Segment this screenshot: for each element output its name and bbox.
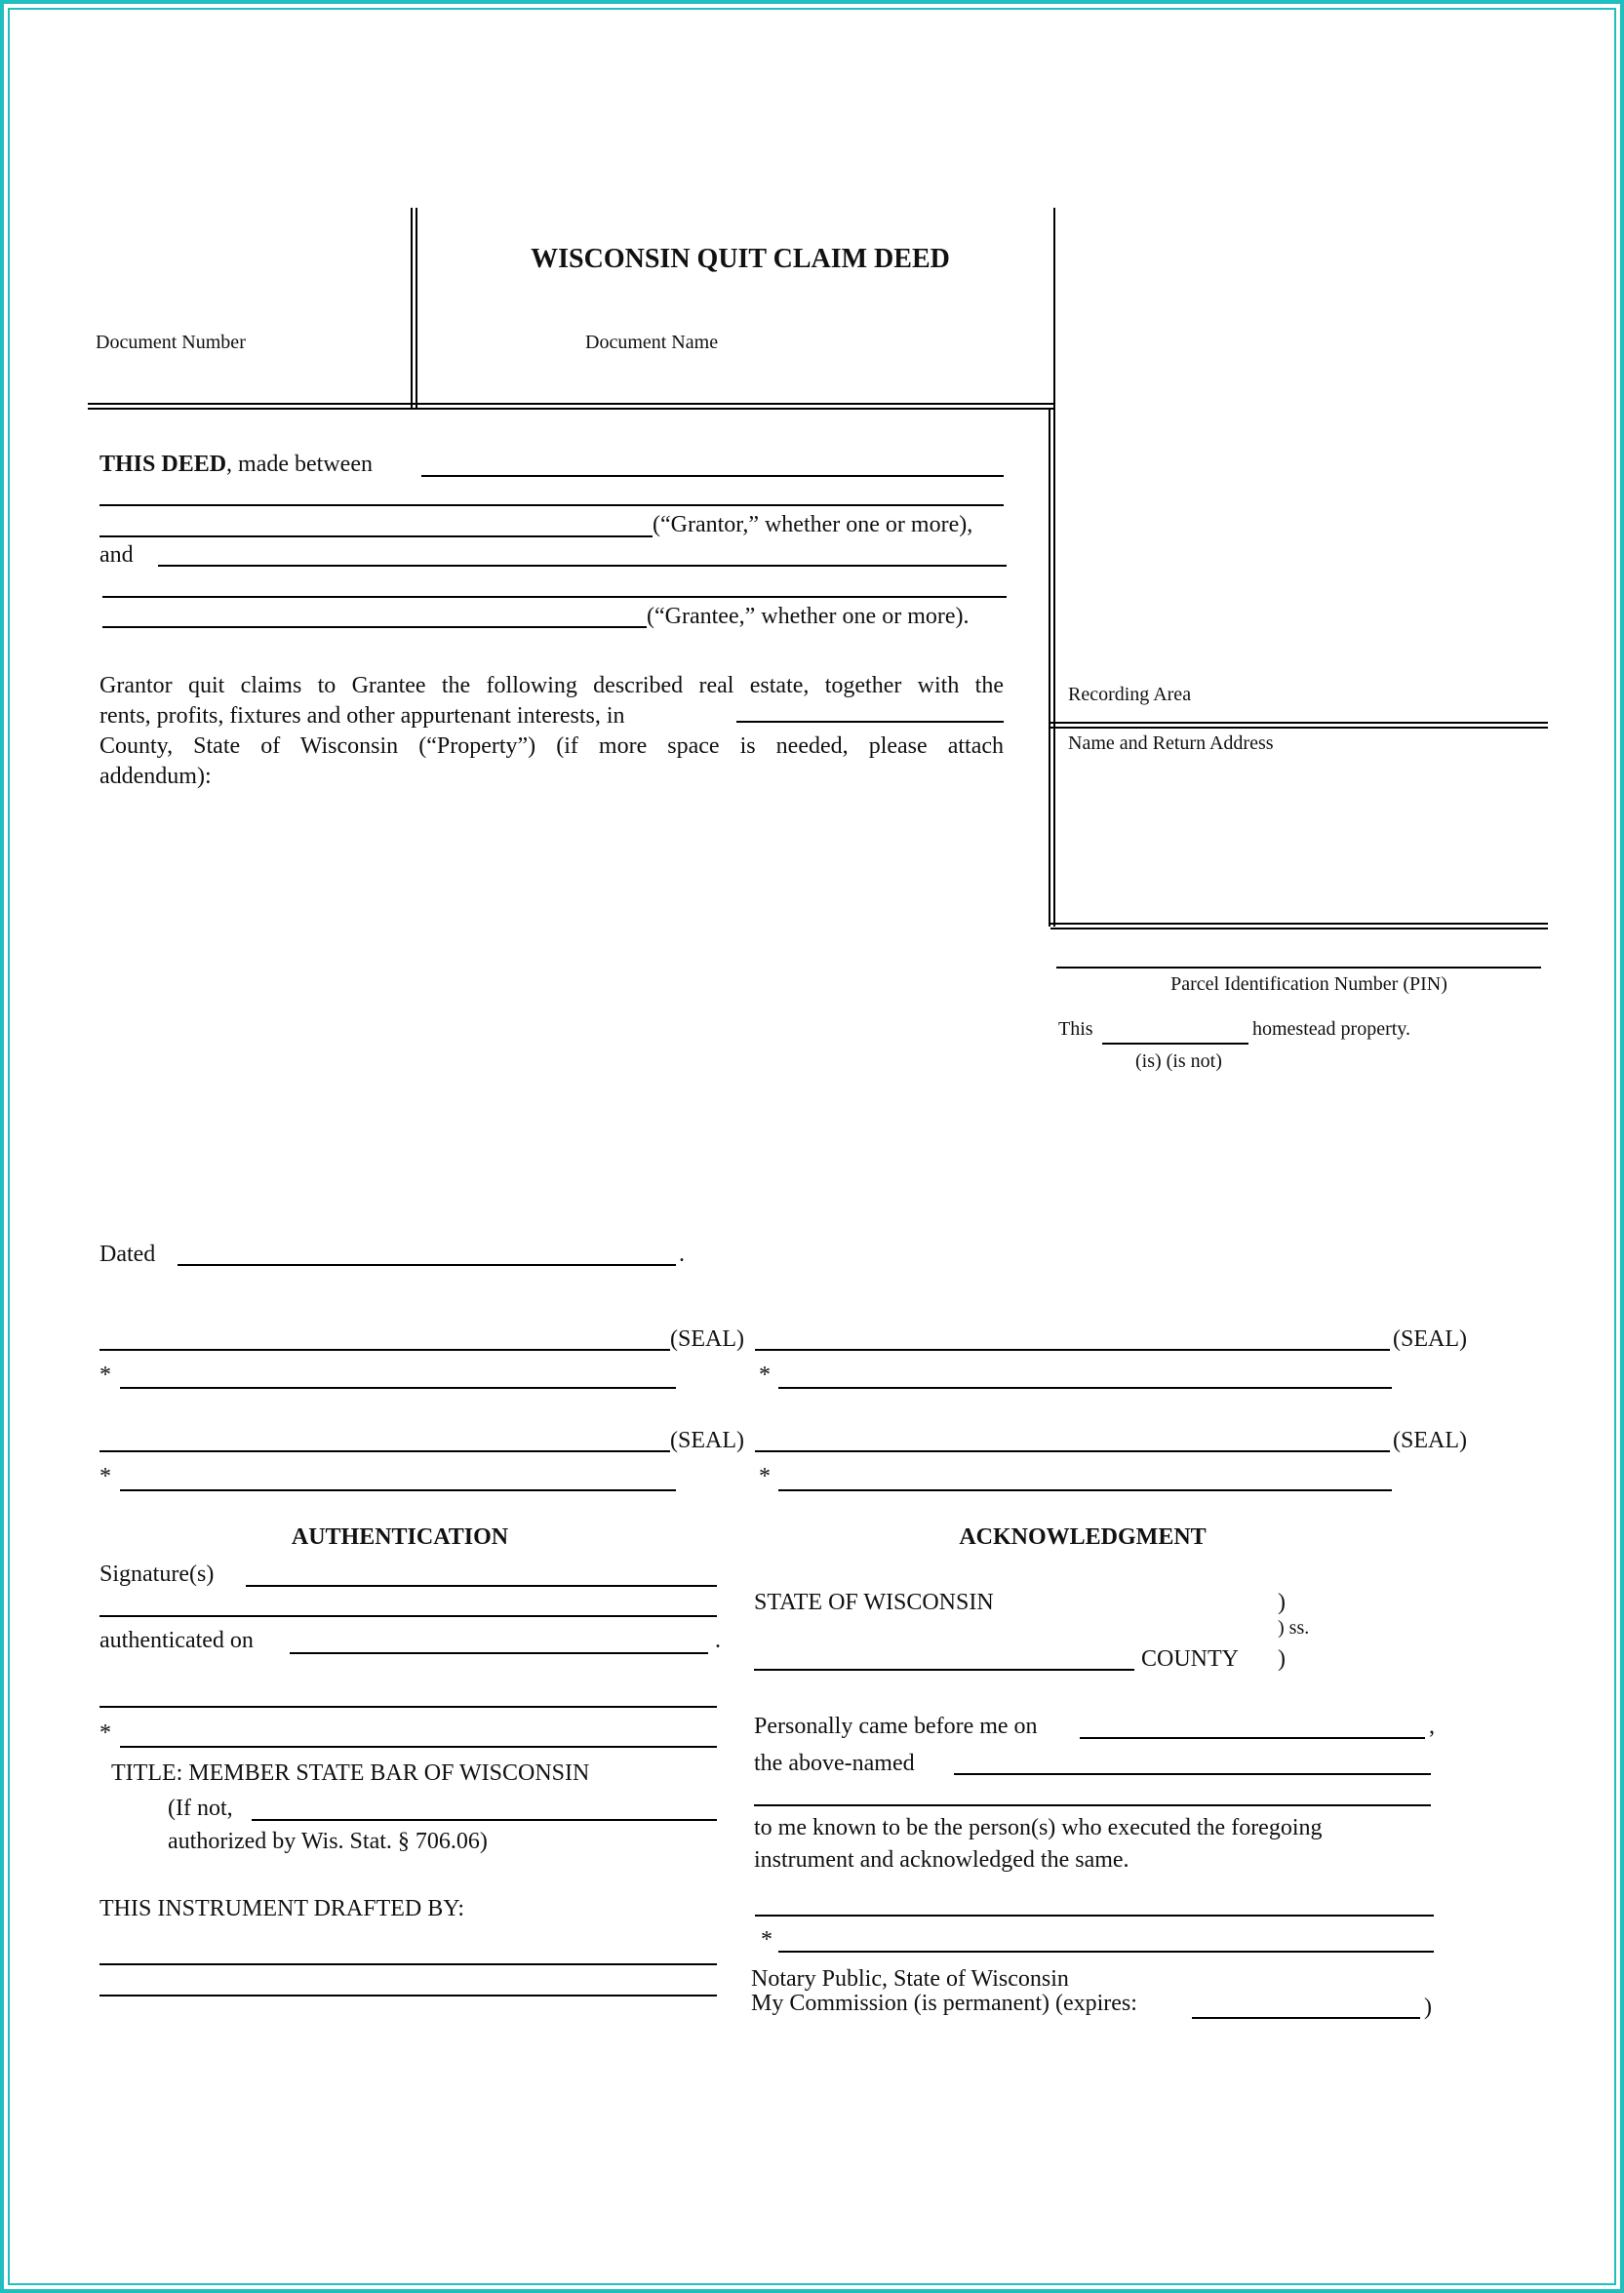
this-deed-line	[99, 453, 373, 476]
state-label: STATE OF WISCONSIN	[754, 1590, 994, 1615]
authenticated-on-label: authenticated on	[99, 1628, 254, 1653]
homestead-field[interactable]	[1102, 1043, 1248, 1045]
personally-came-label: Personally came before me on	[754, 1714, 1038, 1739]
is-is-not-label: (is) (is not)	[1135, 1050, 1222, 1072]
notary-public-label: Notary Public, State of Wisconsin	[751, 1966, 1069, 1992]
recording-box-bottom	[1050, 923, 1548, 929]
property-line-3: County, State of Wisconsin (“Property”) (if more space is needed, please attach	[99, 733, 1004, 759]
printed-name-field-2[interactable]	[778, 1387, 1392, 1389]
grantor-field-2[interactable]	[99, 504, 1004, 506]
signature-field-4[interactable]	[755, 1450, 1390, 1452]
seal-label-4: (SEAL)	[1393, 1428, 1467, 1453]
auth-asterisk: *	[99, 1720, 111, 1746]
page-title: WISCONSIN QUIT CLAIM DEED	[531, 244, 950, 274]
signature-field-2[interactable]	[755, 1349, 1390, 1351]
header-right-border	[1053, 208, 1055, 410]
commission-expires-field[interactable]	[1192, 2017, 1420, 2019]
asterisk-4: *	[759, 1464, 771, 1489]
recording-area-label: Recording Area	[1068, 684, 1192, 705]
property-line-1: Grantor quit claims to Grantee the following described real estate, together with the	[99, 673, 1004, 698]
above-named-field-1[interactable]	[954, 1773, 1431, 1775]
signature-field-1[interactable]	[99, 1349, 670, 1351]
if-not-field[interactable]	[252, 1819, 717, 1821]
ss-label: ) ss.	[1278, 1617, 1310, 1639]
page-frame-inner	[8, 8, 1616, 2285]
if-not-label: (If not,	[168, 1796, 233, 1821]
authentication-heading: AUTHENTICATION	[291, 1524, 509, 1550]
county-name-field[interactable]	[754, 1669, 1134, 1671]
above-named-field-2[interactable]	[754, 1804, 1431, 1806]
printed-name-field-3[interactable]	[120, 1489, 676, 1491]
notary-asterisk: *	[761, 1927, 772, 1953]
above-named-label: the above-named	[754, 1751, 915, 1776]
county-label: COUNTY	[1141, 1646, 1239, 1672]
commission-close-paren: )	[1424, 1995, 1432, 2020]
auth-signature-field-2[interactable]	[99, 1615, 717, 1617]
title-member-label: TITLE: MEMBER STATE BAR OF WISCONSIN	[111, 1760, 590, 1786]
commission-label: My Commission (is permanent) (expires:	[751, 1991, 1137, 2016]
pin-field[interactable]	[1056, 967, 1541, 969]
asterisk-2: *	[759, 1363, 771, 1388]
dated-field[interactable]	[178, 1264, 676, 1266]
paren-2: )	[1278, 1646, 1286, 1672]
grantee-field-1[interactable]	[158, 565, 1007, 567]
grantee-field-2[interactable]	[102, 596, 1007, 598]
authenticated-on-field[interactable]	[290, 1652, 708, 1654]
grantor-field-1[interactable]	[421, 475, 1004, 477]
homestead-label: homestead property.	[1252, 1018, 1410, 1040]
auth-signature-field-1[interactable]	[246, 1585, 717, 1587]
acknowledgment-heading: ACKNOWLEDGMENT	[959, 1524, 1207, 1550]
seal-label-3: (SEAL)	[670, 1428, 744, 1453]
this-label: This	[1058, 1018, 1093, 1040]
asterisk-3: *	[99, 1464, 111, 1489]
drafted-by-label: THIS INSTRUMENT DRAFTED BY:	[99, 1896, 465, 1921]
appearance-date-field[interactable]	[1080, 1737, 1425, 1739]
grantee-field-3[interactable]	[102, 626, 647, 628]
paren-1: )	[1278, 1590, 1286, 1615]
authenticated-period: .	[715, 1628, 721, 1653]
name-return-address-label: Name and Return Address	[1068, 732, 1274, 754]
grantee-suffix: (“Grantee,” whether one or more).	[647, 604, 970, 629]
property-paragraph	[99, 671, 1004, 792]
drafted-by-field-2[interactable]	[99, 1995, 717, 1996]
seal-label-1: (SEAL)	[670, 1326, 744, 1352]
property-line-2	[99, 701, 1004, 731]
made-between-label: , made between	[226, 452, 373, 477]
dated-label: Dated	[99, 1242, 156, 1267]
county-field[interactable]	[736, 701, 1004, 723]
signatures-label: Signature(s)	[99, 1562, 215, 1587]
recording-box-left-border	[1049, 410, 1055, 927]
grantor-field-3[interactable]	[99, 535, 653, 537]
document-number-label: Document Number	[96, 332, 246, 353]
document-name-label: Document Name	[585, 332, 719, 353]
notary-signature-field[interactable]	[755, 1915, 1434, 1917]
property-line-4: addendum):	[99, 764, 212, 789]
signature-field-3[interactable]	[99, 1450, 670, 1452]
header-divider	[411, 208, 417, 408]
comma: ,	[1429, 1714, 1435, 1739]
authenticator-signature-field[interactable]	[99, 1706, 717, 1708]
authenticator-name-field[interactable]	[120, 1746, 717, 1748]
authorized-label: authorized by Wis. Stat. § 706.06)	[168, 1829, 488, 1854]
known-line-1: to me known to be the person(s) who executed the foregoing	[754, 1815, 1323, 1840]
printed-name-field-1[interactable]	[120, 1387, 676, 1389]
seal-label-2: (SEAL)	[1393, 1326, 1467, 1352]
this-deed-label: THIS DEED	[99, 452, 227, 477]
notary-name-field[interactable]	[778, 1951, 1434, 1953]
recording-box-divider	[1050, 722, 1548, 729]
asterisk-1: *	[99, 1363, 111, 1388]
pin-label: Parcel Identification Number (PIN)	[1170, 973, 1447, 995]
known-line-2: instrument and acknowledged the same.	[754, 1847, 1129, 1873]
printed-name-field-4[interactable]	[778, 1489, 1392, 1491]
dated-period: .	[679, 1242, 685, 1267]
grantor-suffix: (“Grantor,” whether one or more),	[653, 512, 973, 537]
and-label: and	[99, 542, 134, 568]
header-bottom-border	[88, 403, 1055, 410]
drafted-by-field-1[interactable]	[99, 1963, 717, 1965]
property-line-2-text: rents, profits, fixtures and other appurtenant interests, in	[99, 703, 625, 729]
